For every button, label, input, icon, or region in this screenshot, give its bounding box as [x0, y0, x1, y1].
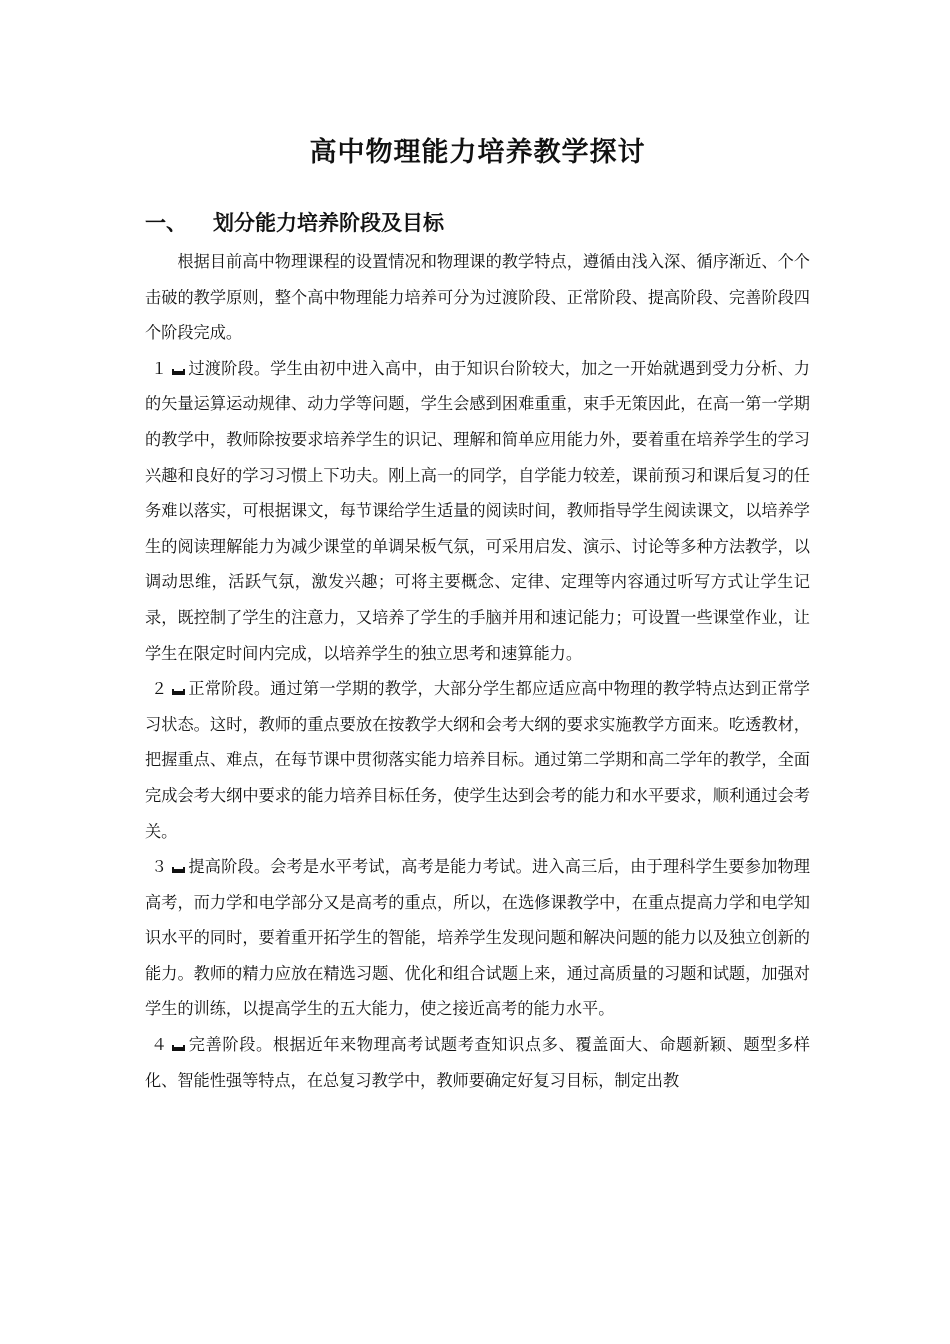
stage-text: 正常阶段。通过第一学期的教学，大部分学生都应适应高中物理的教学特点达到正常学习状态。这时，教师的重点要放在按教学大纲和会考大纲的要求实施教学方面来。吃透教材，把握重点、难点，在每节课中贯彻落实能力培养目标。通过第二学期和高二学年的教学，全面完成会考大纲中要求的能力培养目标任务，使学生达到会考的能力和水平要求，顺利通过会考关。 [145, 679, 810, 841]
document-body [145, 244, 810, 1098]
list-marker-icon [172, 689, 185, 695]
section-heading [145, 207, 444, 237]
list-marker-icon [172, 1045, 185, 1051]
stage-paragraph-4 [145, 1027, 810, 1098]
stage-paragraph-3 [145, 849, 810, 1027]
stage-text: 提高阶段。会考是水平考试，高考是能力考试。进入高三后，由于理科学生要参加物理高考，而力学和电学部分又是高考的重点，所以，在选修课教学中，在重点提高力学和电学知识水平的同时，要着重开拓学生的智能，培养学生发现问题和解决问题的能力以及独立创新的能力。教师的精力应放在精选习题、优化和组合试题上来，通过高质量的习题和试题，加强对学生的训练，以提高学生的五大能力，使之接近高考的能力水平。 [145, 857, 810, 1019]
section-title: 划分能力培养阶段及目标 [213, 211, 444, 235]
stage-text: 完善阶段。根据近年来物理高考试题考查知识点多、覆盖面大、命题新颖、题型多样化、智能性强等特点，在总复习教学中，教师要确定好复习目标，制定出教 [145, 1035, 810, 1090]
stage-paragraph-1 [145, 351, 810, 671]
document-title: 高中物理能力培养教学探讨 [309, 137, 646, 168]
list-marker-icon [172, 867, 185, 873]
stage-number: ４ [151, 1035, 168, 1055]
stage-number: ３ [151, 857, 168, 877]
list-marker-icon [172, 369, 185, 375]
section-number: 一、 [145, 211, 187, 235]
stage-paragraph-2 [145, 671, 810, 849]
stage-number: １ [151, 358, 168, 378]
intro-paragraph: 根据目前高中物理课程的设置情况和物理课的教学特点，遵循由浅入深、循序渐近、个个击破的教学原则，整个高中物理能力培养可分为过渡阶段、正常阶段、提高阶段、完善阶段四个阶段完成。 [145, 252, 810, 343]
stage-text: 过渡阶段。学生由初中进入高中，由于知识台阶较大，加之一开始就遇到受力分析、力的矢量运算运动规律、动力学等问题，学生会感到困难重重，束手无策因此，在高一第一学期的教学中，教师除按要求培养学生的识记、理解和简单应用能力外，要着重在培养学生的学习兴趣和良好的学习习惯上下功夫。刚上高一的同学，自学能力较差，课前预习和课后复习的任务难以落实，可根据课文，每节课给学生适量的阅读时间，教师指导学生阅读课文，以培养学生的阅读理解能力为减少课堂的单调呆板气氛，可采用启发、演示、讨论等多种方法教学，以调动思维，活跃气氛，激发兴趣；可将主要概念、定律、定理等内容通过听写方式让学生记录，既控制了学生的注意力，又培养了学生的手脑并用和速记能力；可设置一些课堂作业，让学生在限定时间内完成，以培养学生的独立思考和速算能力。 [145, 358, 810, 663]
stage-number: ２ [151, 679, 168, 699]
